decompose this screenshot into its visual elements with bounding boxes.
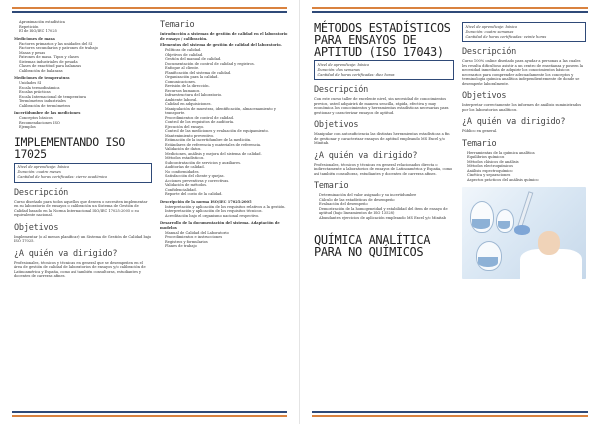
list-item: • Infraestructura del laboratorio. bbox=[165, 93, 288, 98]
list-item: • No conformidades. bbox=[165, 170, 288, 175]
masa-subheading: Mediciones de masa bbox=[14, 36, 55, 41]
list-item: • Mediciones, análisis y mejora del sistema de calidad. bbox=[165, 152, 288, 157]
info-level: Nivel de aprendizaje: básico bbox=[465, 24, 518, 29]
list-item: • Objetivos de calidad. bbox=[165, 53, 288, 58]
list-item: • Factores secundarios y patrones de trabajo bbox=[19, 46, 152, 51]
descripcion-heading: Descripción bbox=[314, 85, 369, 95]
descripcion-heading: Descripción bbox=[14, 187, 69, 198]
right-column-1 bbox=[314, 20, 454, 404]
list-item: • El de ISO/IEC 17025 bbox=[19, 29, 152, 34]
bottom-blue-stripe bbox=[12, 411, 287, 413]
list-item: • Procedimientos de control de calidad. bbox=[165, 116, 288, 121]
list-item: • Evaluación del desempeño bbox=[319, 202, 454, 207]
list-item: • Recursos humanos. bbox=[165, 89, 288, 94]
list-item: • Conceptos básicos bbox=[19, 116, 152, 121]
list-item: • Calidad en adquisiciones. bbox=[165, 102, 288, 107]
list-item: • Ambiente laboral. bbox=[165, 98, 288, 103]
list-item: • Auditorías de calidad. bbox=[165, 165, 288, 170]
right-column-2 bbox=[462, 20, 586, 404]
list-item: • Comunicaciones. bbox=[165, 80, 288, 85]
info-level: Nivel de aprendizaje: básico bbox=[17, 165, 70, 169]
descripcion-heading: Descripción bbox=[462, 47, 517, 57]
temario-heading: Temario bbox=[314, 181, 349, 191]
doc-subheading: Desarrollo de la documentación del sistema. Adaptación de modelos bbox=[160, 221, 280, 230]
objetivos-text: Implementar (o al menos planificar) un Sistema de Gestión de Calidad bajo ISO 17025. bbox=[14, 234, 152, 243]
list-item: • Procedimientos e instrucciones bbox=[165, 235, 288, 240]
info-duration: Duración: cuatro semanas bbox=[465, 29, 514, 34]
flask-liquid bbox=[472, 219, 490, 229]
top-orange-stripe bbox=[12, 7, 287, 9]
list-item: • Satisfacción del cliente y quejas. bbox=[165, 174, 288, 179]
flask-liquid bbox=[478, 257, 498, 267]
list-item: • Termómetros industriales bbox=[19, 99, 152, 104]
scientist-face-shape bbox=[538, 231, 560, 255]
list-item: • Herramientas de la química analítica bbox=[467, 151, 586, 156]
estadisticos-course-title: MÉTODOS ESTADÍSTICOS PARA ENSAYOS DE APTITUD (ISO 17043) bbox=[314, 21, 451, 59]
list-item: • Cálculo de las estadísticas de desempeño bbox=[319, 198, 454, 203]
list-item: • Cinética y separaciones bbox=[467, 173, 586, 178]
list-item: • Estándares de referencia y materiales de referencia. bbox=[165, 143, 288, 148]
objetivos-text: Manipular con autosuficiencia las distintas herramientas estadísticas a fin de gestionar y caracterizar ensayos de aptitud empleando MS Excel y/o Minitab. bbox=[314, 132, 450, 145]
doc-list bbox=[160, 231, 288, 249]
iso17025-info-box bbox=[14, 163, 152, 183]
objetivos-heading: Objetivos bbox=[14, 222, 59, 233]
list-item: • Factores primarios y las unidades del SI bbox=[19, 42, 152, 47]
flask-liquid bbox=[498, 221, 510, 229]
temperatura-subheading: Mediciones de temperatura bbox=[14, 76, 70, 80]
list-item: • Ejemplos bbox=[19, 125, 152, 130]
top-blue-stripe bbox=[12, 11, 287, 13]
temario-heading: Temario bbox=[160, 20, 195, 30]
list-item: • Ejecución del ensayo. bbox=[165, 125, 288, 130]
list-item: • Interpretación y aplicación de los requisitos relativos a la gestión. bbox=[165, 205, 288, 210]
list-item: • Validación de datos. bbox=[165, 147, 288, 152]
descripcion-text: Curso 100% online diseñado para ayudar a personas a las cuales les resulta dificultoso asistir a un centro de enseñanza y poseen la necesidad inmediata de adquirir los conocimientos básicos necesarios para comprender adecuadamente los conceptos y terminología química analítica independientemente de donde se desempeñe laboralmente. bbox=[462, 59, 584, 86]
quien-text: Público en general. bbox=[462, 129, 498, 133]
list-item: • Interpretación y aplicación de los requisitos técnicos. bbox=[165, 209, 288, 214]
list-item: • Determinación del valor asignado y su incertidumbre bbox=[319, 193, 454, 198]
temario-list bbox=[160, 48, 288, 197]
bottom-orange-stripe bbox=[12, 415, 287, 417]
list-item: • Repetición bbox=[19, 25, 152, 30]
list-item: • Patrones de masa. Tipos y clases bbox=[19, 55, 152, 60]
top-blue-stripe bbox=[312, 11, 588, 13]
norma-list bbox=[160, 205, 288, 219]
list-item: • Políticas de calidad. bbox=[165, 48, 288, 53]
list-item: • Métodos estadísticos. bbox=[165, 156, 288, 161]
list-item: • Clases de exactitud para balanzas bbox=[19, 64, 152, 69]
list-item: • Validación de métodos. bbox=[165, 183, 288, 188]
list-item: • Registros y formularios bbox=[165, 240, 288, 245]
descripcion-text: Curso diseñado para todos aquellos que deseen o necesiten implementar en su laboratorio de ensayos o calibración un Sistema de Gestión de Calidad basado en la Norma Internacional ISO/IEC 17025:2005 o su equivalente nacional. bbox=[14, 199, 148, 217]
info-hours: Cantidad de horas certificadas: cierre académico bbox=[17, 175, 108, 179]
info-hours: Cantidad de horas certificadas: veinte horas bbox=[465, 34, 547, 39]
iso17025-course-title: IMPLEMENTANDO ISO 17025 bbox=[14, 134, 125, 161]
list-item: • Estimación de la incertidumbre de la medición. bbox=[165, 138, 288, 143]
objetivos-heading: Objetivos bbox=[314, 120, 359, 130]
list-item: • Reporte del costo de la calidad. bbox=[165, 192, 288, 197]
list-item: • Abundantes ejercicios de aplicación empleando MS Excel y/o Minitab bbox=[319, 216, 454, 221]
top-list bbox=[14, 20, 152, 34]
list-item: • Gestión del manual de calidad. bbox=[165, 57, 288, 62]
list-item: • Escala Internacional de temperatura bbox=[19, 95, 152, 100]
list-item: • Escala termodinámica bbox=[19, 86, 152, 91]
list-item: • Revisión de la dirección. bbox=[165, 84, 288, 89]
temario-intro-2: Elementos del sistema de gestión de calidad del laboratorio. bbox=[160, 43, 282, 47]
descripcion-text: Con este curso taller de excelente nivel, sin necesidad de conocimientos previos, usted adquirirá de manera sencilla, rápida, efectiva y muy económica los conocimientos y herramientas estadísticas necesarias para gestionar y caracterizar ensayos de aptitud. bbox=[314, 97, 449, 115]
quimica-course-title: QUÍMICA ANALÍTICA PARA NO QUÍMICOS bbox=[314, 233, 431, 259]
list-item: • Sistemas industriales de pesada bbox=[19, 60, 152, 65]
list-item: • Control de las mediciones y evaluación de equipamiento. bbox=[165, 129, 288, 134]
masa-list bbox=[14, 42, 152, 74]
list-item: • Aspectos prácticos del análisis químico bbox=[467, 178, 586, 183]
info-level: Nivel de aprendizaje: básico bbox=[317, 62, 370, 67]
list-item: • Organización para la calidad. bbox=[165, 75, 288, 80]
top-orange-stripe bbox=[312, 7, 588, 9]
temario-heading: Temario bbox=[462, 138, 497, 149]
info-hours: Cantidad de horas certificadas: diez horas bbox=[317, 72, 395, 77]
list-item: • Recomendaciones ISO bbox=[19, 121, 152, 126]
objetivos-heading: Objetivos bbox=[462, 91, 507, 101]
list-item: • Subcontratación de servicios y auxiliares. bbox=[165, 161, 288, 166]
left-column-2 bbox=[160, 20, 288, 404]
list-item: • Manipulación de muestras, identificación, almacenamiento y transporte. bbox=[165, 107, 288, 116]
list-item: • Calibración de balanzas bbox=[19, 69, 152, 74]
info-duration: Duración: dos semanas bbox=[317, 67, 360, 72]
info-duration: Duración: cuatro meses bbox=[17, 170, 61, 174]
bottom-orange-stripe bbox=[312, 415, 588, 417]
quien-heading: ¿A quién va dirigido? bbox=[14, 248, 118, 259]
temario-intro-1: Introducción a sistemas de gestión de calidad en el laboratorio de ensayo / calibración. bbox=[160, 32, 288, 41]
list-item: • Masas y pesas bbox=[19, 51, 152, 56]
temperatura-list bbox=[14, 81, 152, 108]
list-item: • Control de los requisitos de auditoría. bbox=[165, 120, 288, 125]
list-item: • Unidades SI bbox=[19, 81, 152, 86]
list-item: • Análisis espectroquímico bbox=[467, 169, 586, 174]
list-item: • Documentación de control de calidad y registros. bbox=[165, 62, 288, 67]
temario-list bbox=[462, 151, 586, 183]
list-item: • Acciones preventivas y correctivas. bbox=[165, 179, 288, 184]
norma-subheading: Descripción de la norma ISO/IEC 17025:2005 bbox=[160, 199, 252, 204]
list-item: • Enfoque al cliente. bbox=[165, 66, 288, 71]
list-item: • Escalas prácticas bbox=[19, 90, 152, 95]
list-item: • Demostración de la homogeneidad y estabilidad del ítem de ensayo de aptitud (bajo lineamientos de ISO 13528) bbox=[319, 207, 454, 216]
objetivos-text: Interpretar correctamente los informes de análisis suministrados por los laboratorios analíticos. bbox=[462, 103, 582, 112]
list-item: • Equilibrios químicos bbox=[467, 155, 586, 160]
quimica-info-box bbox=[462, 22, 586, 42]
quien-text: Profesionales, técnicos y técnicas en general relacionados directa o indirectamente a laboratorios de ensayos de Latinoamérica y España, como así también consultoras, estudiantes y docentes de carreras afines. bbox=[314, 162, 453, 176]
list-item: • Planes de trabajo bbox=[165, 244, 288, 249]
list-item: • Manual de Calidad del Laboratorio bbox=[165, 231, 288, 236]
quien-text: Profesionales, técnicos y técnicas en general que se desempeñen en el área de gestión de calidad de laboratorios de ensayos y/o calibración de Latinoamérica y España, como así también consultoras, estudiantes y docentes de carreras afines. bbox=[14, 260, 146, 278]
list-item: • Aproximación estadística bbox=[19, 20, 152, 25]
list-item: • Confidencialidad. bbox=[165, 188, 288, 193]
glove-shape bbox=[514, 225, 530, 235]
quien-heading: ¿A quién va dirigido? bbox=[462, 117, 566, 127]
quien-heading: ¿A quién va dirigido? bbox=[314, 150, 418, 161]
incertidumbre-subheading: Incertidumbre de las mediciones bbox=[14, 111, 81, 115]
right-page bbox=[300, 0, 600, 424]
laboratory-photo bbox=[462, 187, 586, 279]
estadisticos-info-box bbox=[314, 60, 454, 80]
list-item: • Métodos clásicos de análisis bbox=[467, 160, 586, 165]
list-item: • Calibración de termómetros bbox=[19, 104, 152, 109]
temario-list bbox=[314, 193, 454, 220]
left-column-1 bbox=[14, 20, 152, 404]
list-item: • Métodos electroquímicos bbox=[467, 164, 586, 169]
list-item: • Acreditación bajo el organismo nacional respectivo. bbox=[165, 214, 288, 219]
list-item: • Planificación del sistema de calidad. bbox=[165, 71, 288, 76]
list-item: • Mantenimiento preventivo. bbox=[165, 134, 288, 139]
incertidumbre-list bbox=[14, 116, 152, 130]
bottom-blue-stripe bbox=[312, 411, 588, 413]
